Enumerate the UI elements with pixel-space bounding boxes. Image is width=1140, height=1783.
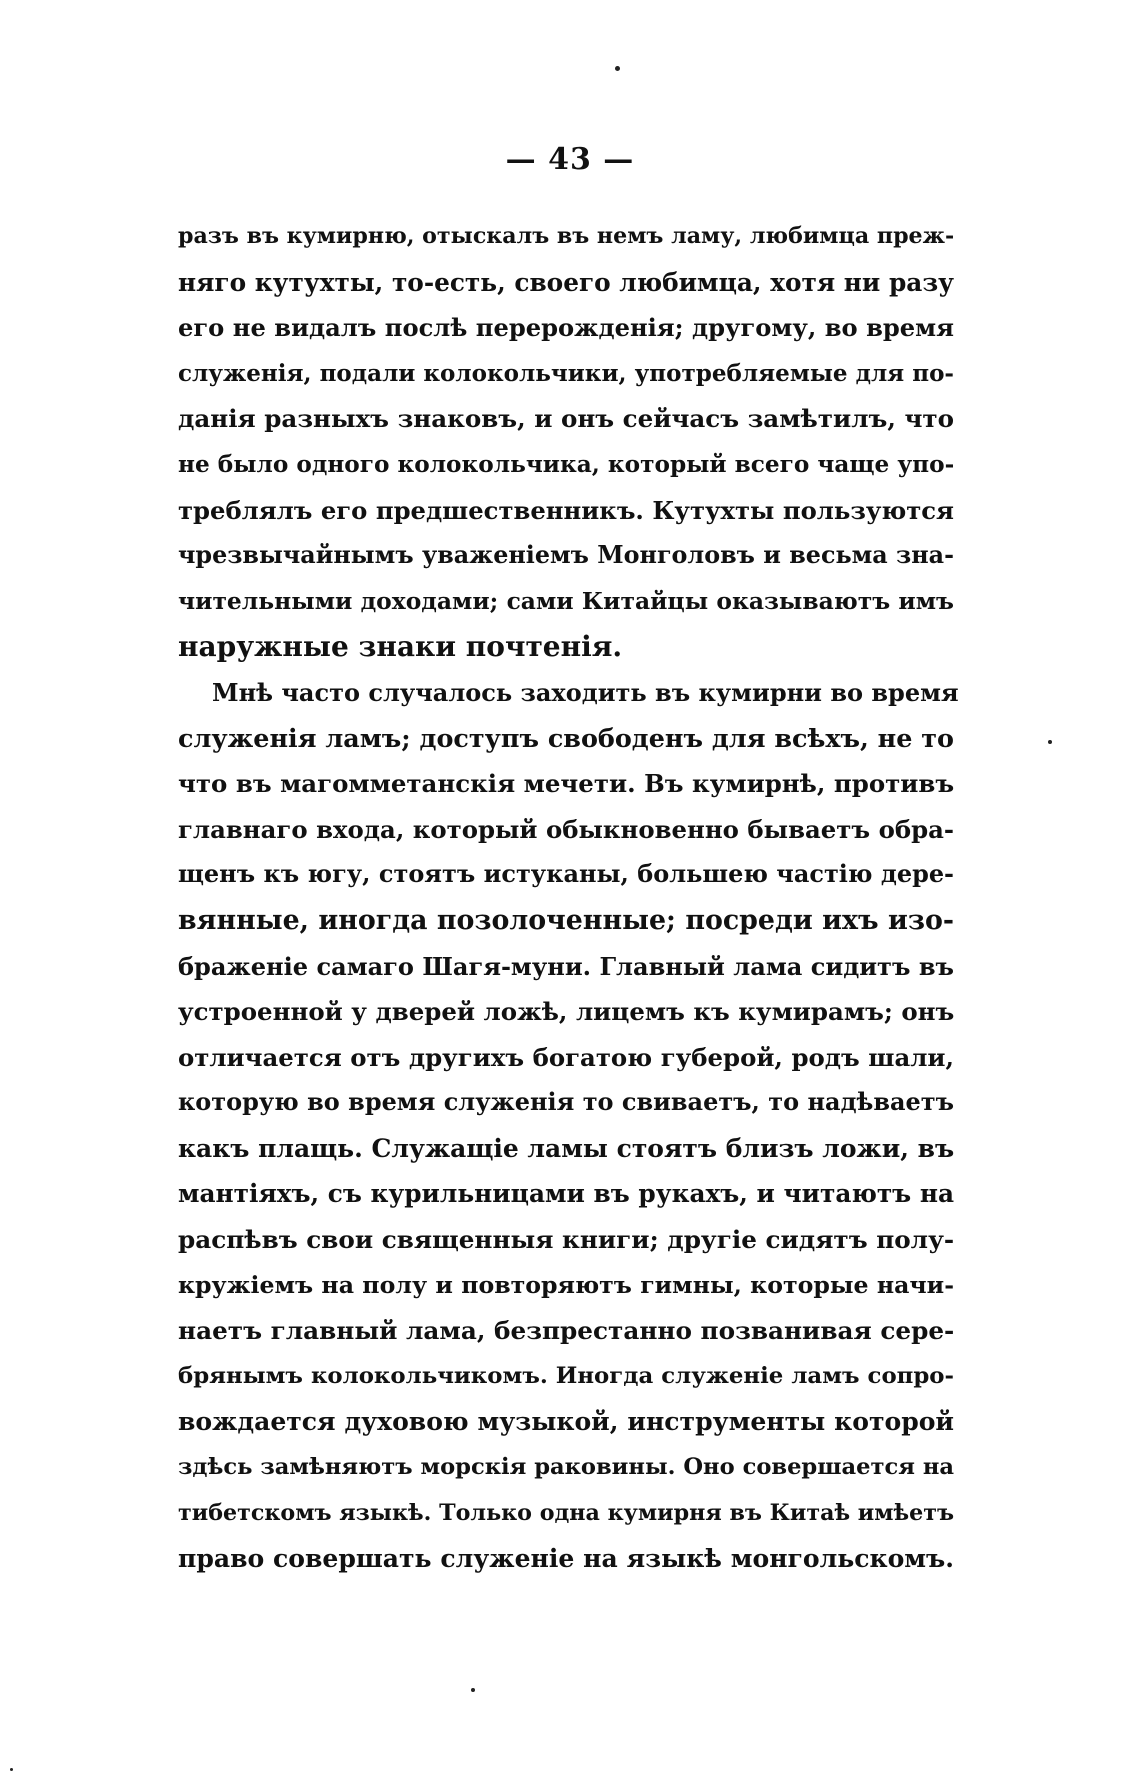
text-line: какъ плащь. Служащіе ламы стоятъ близъ ложи, въ <box>178 1133 955 1163</box>
body-text <box>178 214 959 1582</box>
text-line: разъ въ кумирню, отыскалъ въ немъ ламу, любимца преж- <box>178 223 955 249</box>
text-line: вянные, иногда позолоченные; посреди ихъ изо- <box>178 904 954 936</box>
text-line: данія разныхъ знаковъ, и онъ сейчасъ замѣтилъ, что <box>178 404 954 434</box>
text-line: служенія ламъ; доступъ свободенъ для всѣхъ, не то <box>178 722 954 753</box>
text-line: не было одного колокольчика, который всего чаще упо- <box>178 450 955 478</box>
text-line: право совершать служеніе на языкѣ монгольскомъ. <box>178 1543 954 1574</box>
text-line: тибетскомъ языкѣ. Только одна кумирня въ Китаѣ имѣетъ <box>178 1499 954 1526</box>
text-line: его не видалъ послѣ перерожденія; другому, во время <box>178 313 954 343</box>
page-number: — 43 — <box>505 142 635 177</box>
text-line: треблялъ его предшественникъ. Кутухты пользуются <box>178 495 954 525</box>
text-line: служенія, подали колокольчики, употребляемые для по- <box>178 359 954 387</box>
text-line: наетъ главный лама, безпрестанно позванивая сере- <box>178 1316 955 1346</box>
text-line: чрезвычайнымъ уваженіемъ Монголовъ и весьма зна- <box>178 541 954 570</box>
text-line: брянымъ колокольчикомъ. Иногда служеніе ламъ сопро- <box>178 1362 954 1389</box>
text-line: распѣвъ свои священныя книги; другіе сидятъ полу- <box>178 1225 955 1255</box>
text-line: чительными доходами; сами Китайцы оказываютъ имъ <box>178 586 954 615</box>
text-line: няго кутухты, то-есть, своего любимца, хотя ни разу <box>178 267 954 297</box>
text-line: щенъ къ югу, стоятъ истуканы, большею частію дере- <box>178 860 954 889</box>
text-line: Мнѣ часто случалось заходить въ кумирни во время <box>212 677 959 707</box>
text-line: что въ магомметанскія мечети. Въ кумирнѣ, противъ <box>178 769 955 799</box>
text-line: которую во время служенія то свиваетъ, то надѣваетъ <box>178 1088 954 1117</box>
paragraph <box>178 214 954 670</box>
text-line: браженіе самаго Шагя-муни. Главный лама сидитъ въ <box>178 951 954 981</box>
text-line: устроенной у дверей ложѣ, лицемъ къ кумирамъ; онъ <box>178 997 955 1027</box>
text-line: мантіяхъ, съ курильницами въ рукахъ, и читаютъ на <box>178 1179 954 1209</box>
text-line: наружные знаки почтенія. <box>178 630 623 664</box>
text-line: главнаго входа, который обыкновенно бываетъ обра- <box>178 814 954 844</box>
paragraph <box>178 670 959 1582</box>
text-line: кружіемъ на полу и повторяютъ гимны, которые начи- <box>178 1270 954 1299</box>
text-line: вождается духовою музыкой, инструменты которой <box>178 1406 954 1437</box>
text-line: отличается отъ другихъ богатою губерой, родъ шали, <box>178 1042 954 1072</box>
text-line: здѣсь замѣняютъ морскія раковины. Оно совершается на <box>178 1454 954 1481</box>
